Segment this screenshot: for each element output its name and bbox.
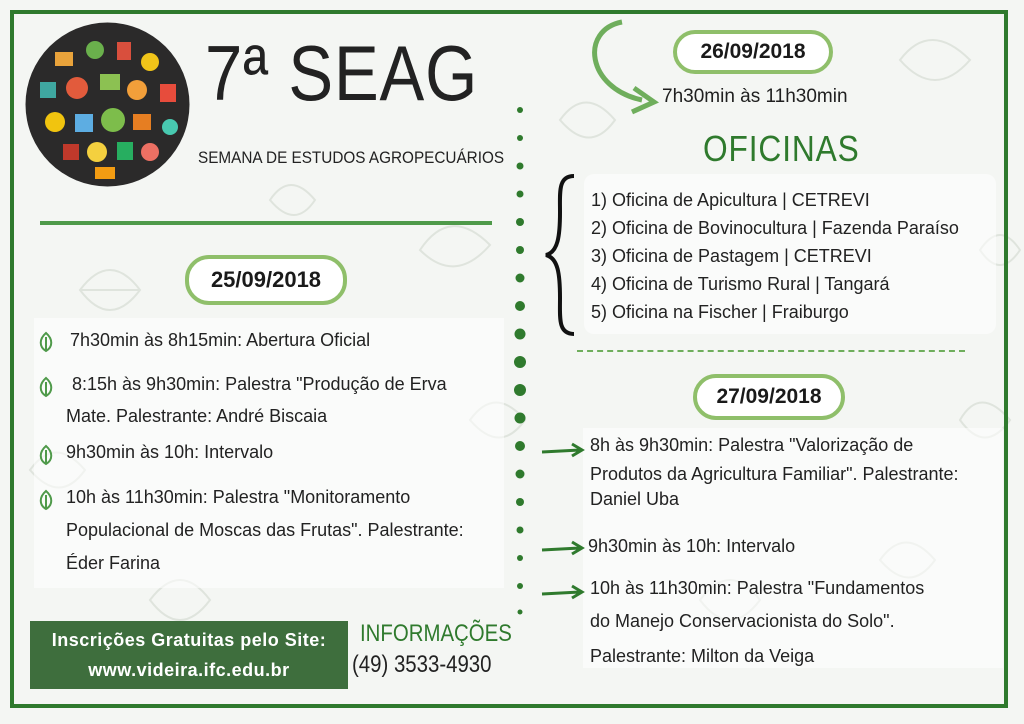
workshop-item-5: 5) Oficina na Fischer | Fraiburgo xyxy=(591,302,849,322)
leaf-icon xyxy=(37,444,55,466)
title-divider xyxy=(40,221,492,225)
workshops-heading: OFICINAS xyxy=(703,128,860,169)
workshop-item-2: 2) Oficina de Bovinocultura | Fazenda Paraíso xyxy=(591,218,959,238)
leaf-icon xyxy=(37,331,55,353)
arrow-right-icon xyxy=(540,539,588,557)
dotted-divider xyxy=(505,100,535,620)
day3-item-3-line3: Palestrante: Milton da Veiga xyxy=(590,646,815,666)
leaf-icon xyxy=(37,376,55,398)
day3-item-2: 9h30min às 10h: Intervalo xyxy=(588,536,796,556)
day1-item-2-line1: 8:15h às 9h30min: Palestra "Produção de Erva xyxy=(72,374,447,394)
date-badge-day2: 26/09/2018 xyxy=(673,30,833,74)
info-phone: (49) 3533-4930 xyxy=(352,651,492,678)
arrow-right-icon xyxy=(540,441,588,459)
signup-text: Inscrições Gratuitas pelo Site: xyxy=(51,630,327,650)
signup-website-link[interactable]: www.videira.ifc.edu.br xyxy=(88,660,290,680)
day1-item-3: 9h30min às 10h: Intervalo xyxy=(66,442,274,462)
event-title: 7ª SEAG xyxy=(205,29,479,117)
curly-brace-icon xyxy=(540,172,580,338)
day3-item-3-line1: 10h às 11h30min: Palestra "Fundamentos xyxy=(590,578,925,598)
date-badge-day1: 25/09/2018 xyxy=(185,255,347,305)
signup-banner xyxy=(30,621,348,689)
info-label: INFORMAÇÕES xyxy=(360,620,512,647)
day1-item-2-line2: Mate. Palestrante: André Biscaia xyxy=(66,406,328,426)
day3-item-1-line2: Produtos da Agricultura Familiar". Palestrante: xyxy=(590,464,959,484)
leaf-icon xyxy=(37,489,55,511)
day1-item-4-line1: 10h às 11h30min: Palestra "Monitoramento xyxy=(66,487,411,507)
workshop-item-4: 4) Oficina de Turismo Rural | Tangará xyxy=(591,274,890,294)
day1-item-1: 7h30min às 8h15min: Abertura Oficial xyxy=(70,330,371,350)
day1-item-4-line3: Éder Farina xyxy=(66,553,161,573)
arrow-right-icon xyxy=(540,583,588,601)
day3-item-3-line2: do Manejo Conservacionista do Solo". xyxy=(590,611,895,631)
day3-item-1-line3: Daniel Uba xyxy=(590,489,680,509)
event-subtitle: SEMANA DE ESTUDOS AGROPECUÁRIOS xyxy=(198,148,505,167)
day2-time: 7h30min às 11h30min xyxy=(662,86,848,107)
seag-logo-icon xyxy=(25,22,190,187)
workshop-item-1: 1) Oficina de Apicultura | CETREVI xyxy=(591,190,870,210)
workshop-item-3: 3) Oficina de Pastagem | CETREVI xyxy=(591,246,872,266)
section-divider xyxy=(577,350,965,352)
day3-item-1-line1: 8h às 9h30min: Palestra "Valorização de xyxy=(590,435,914,455)
day1-item-4-line2: Populacional de Moscas das Frutas". Palestrante: xyxy=(66,520,464,540)
date-badge-day3: 27/09/2018 xyxy=(693,374,845,420)
